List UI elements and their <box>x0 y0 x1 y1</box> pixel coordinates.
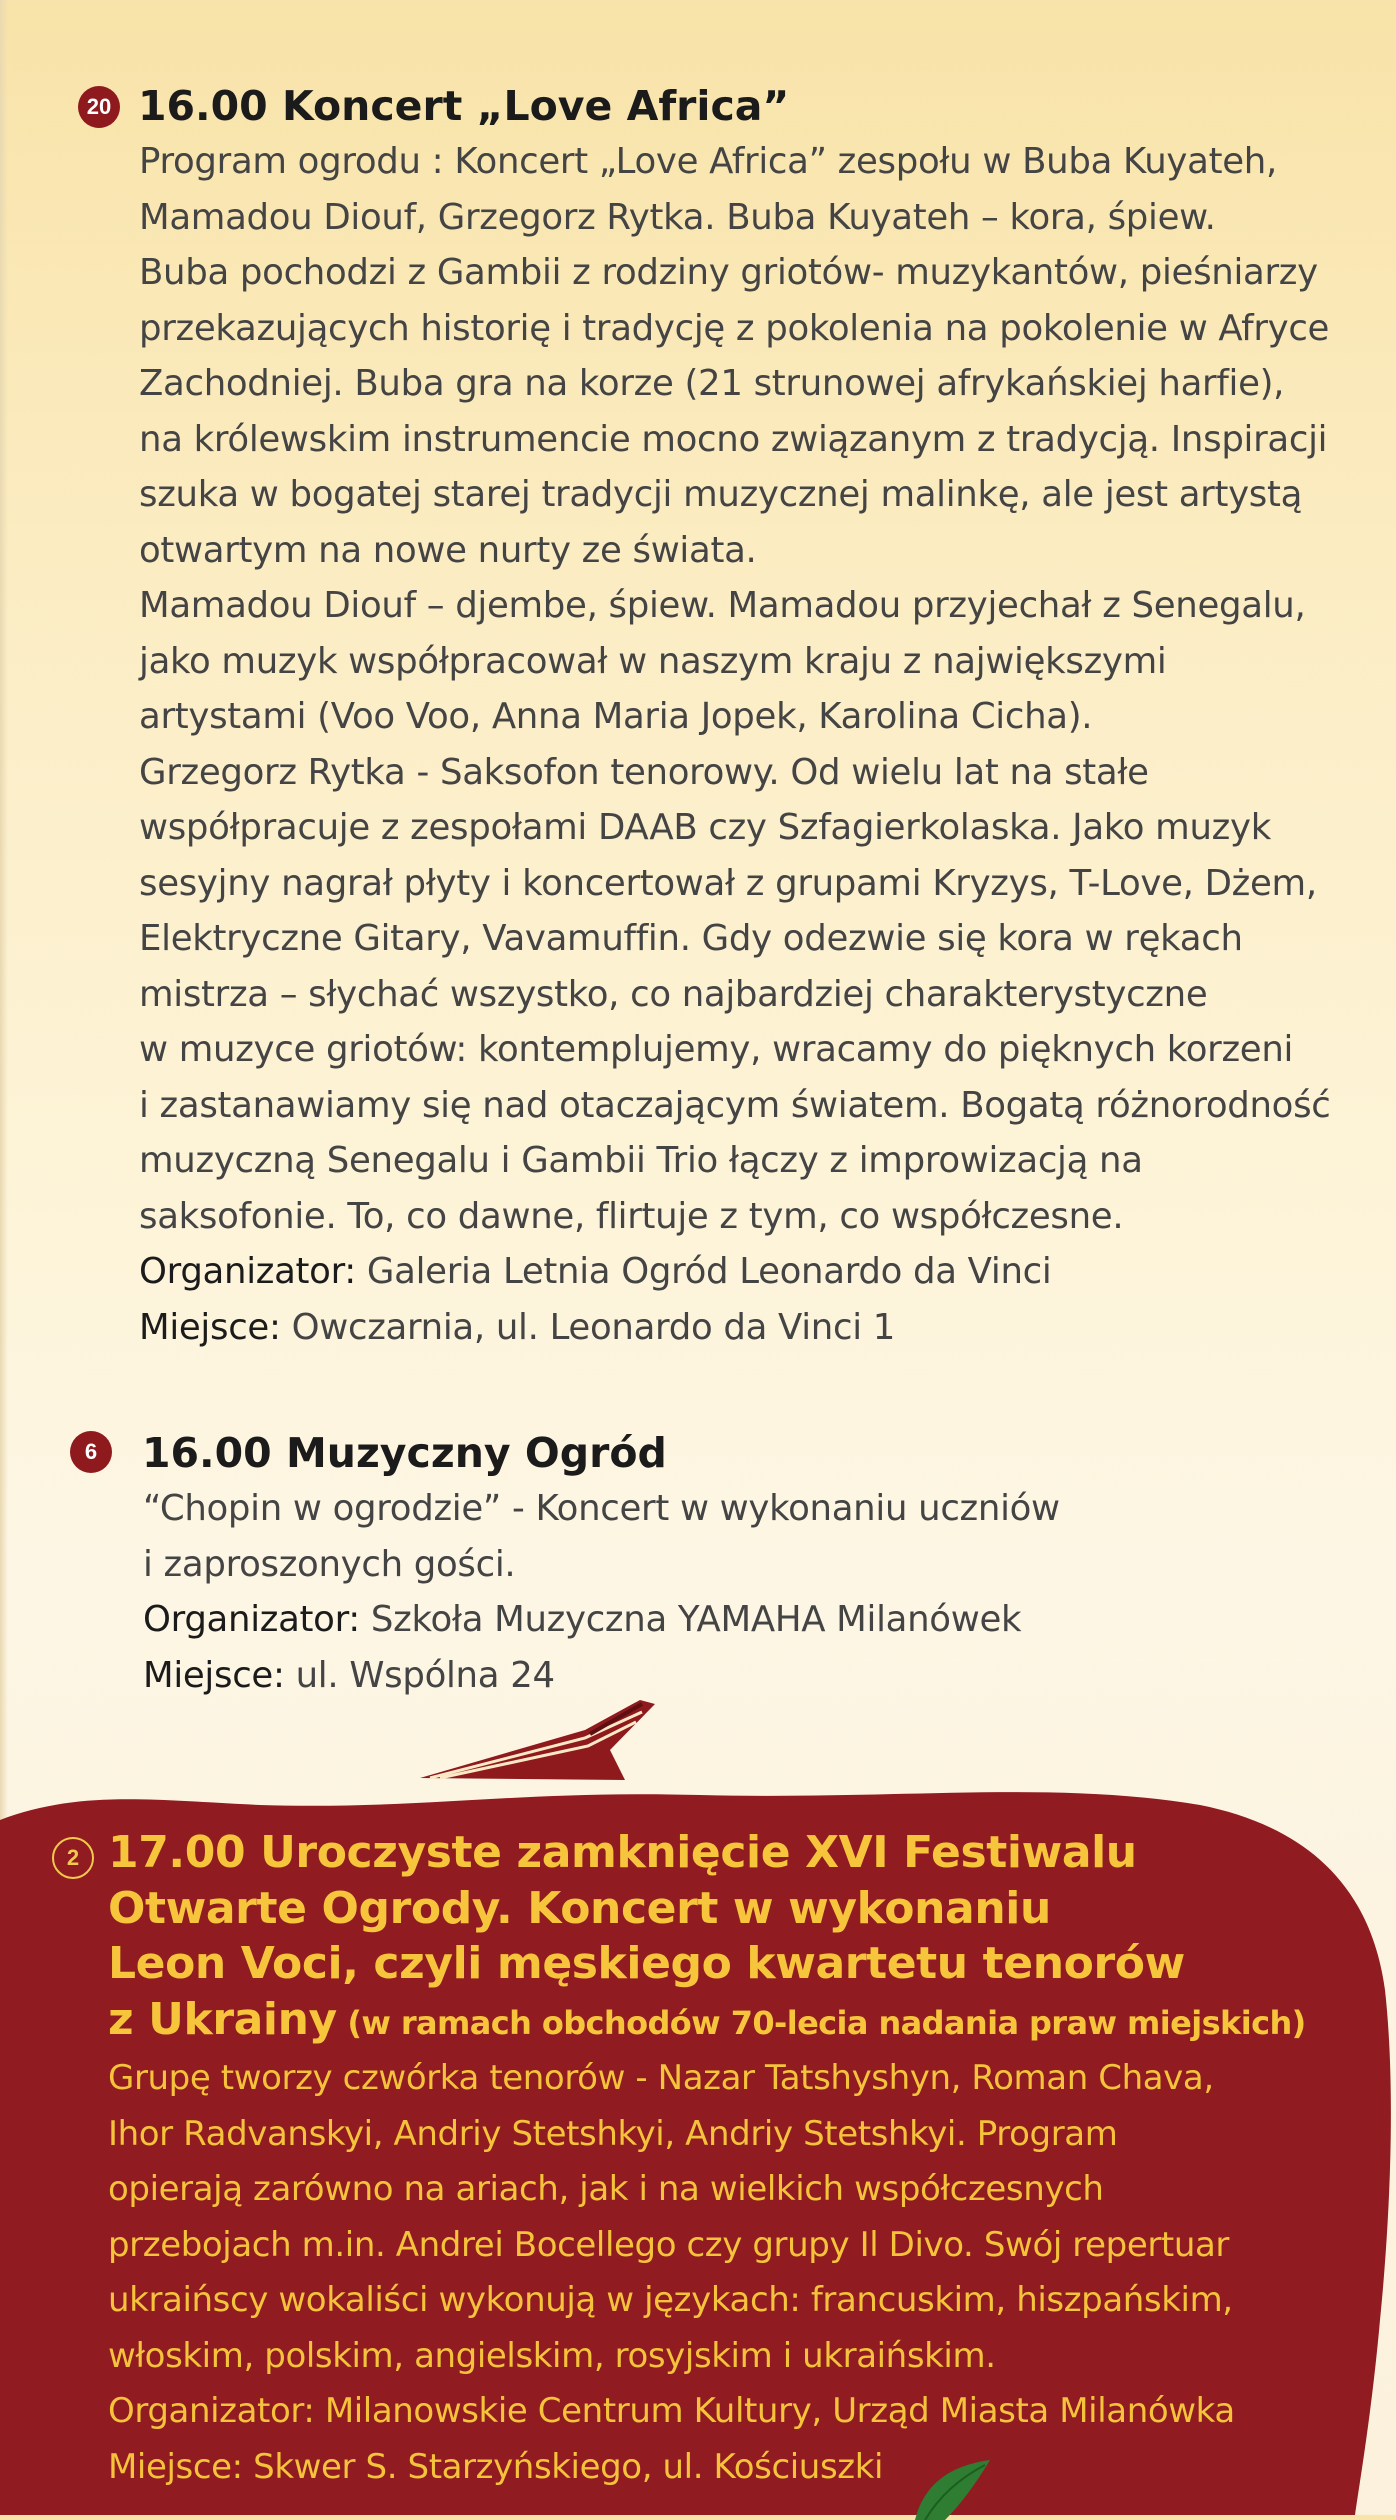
title-line: Otwarte Ogrody. Koncert w wykonaniu <box>108 1882 1051 1934</box>
description-line: jako muzyk współpracował w naszym kraju z największymi <box>139 640 1167 682</box>
organizer-line <box>139 1244 1368 1300</box>
description-line: otwartym na nowe nurty ze świata. <box>139 529 757 571</box>
organizer-value: Galeria Letnia Ogród Leonardo da Vinci <box>355 1251 1052 1292</box>
description-line: opierają zarówno na ariach, jak i na wielkich współczesnych <box>108 2169 1104 2209</box>
description-line: ukraińscy wokaliści wykonują w językach: francuskim, hiszpańskim, <box>108 2280 1233 2320</box>
description-line: i zaproszonych gości. <box>143 1543 516 1585</box>
description-line: przebojach m.in. Andrei Bocellego czy grupy Il Divo. Swój repertuar <box>108 2224 1230 2265</box>
place-label: Miejsce: <box>139 1306 281 1348</box>
description-line: mistrza – słychać wszystko, co najbardziej charakterystyczne <box>139 973 1208 1015</box>
event-description <box>143 1481 1360 1703</box>
place-line: Miejsce: Skwer S. Starzyńskiego, ul. Kościuszki <box>108 2446 884 2487</box>
leaf-icon <box>905 2460 995 2520</box>
description-line: Ihor Radvanskyi, Andriy Stetshkyi, Andriy Stetshkyi. Program <box>108 2113 1118 2154</box>
title-line <box>108 1992 1396 2052</box>
event-description <box>108 2051 1396 2495</box>
event-number-badge: 6 <box>70 1431 112 1473</box>
title-last: z Ukrainy <box>108 1993 337 2045</box>
organizer-line <box>143 1592 1360 1648</box>
description-line: Program ogrodu : Koncert „Love Africa” zespołu w Buba Kuyateh, <box>139 141 1277 182</box>
title-line: Leon Voci, czyli męskiego kwartetu tenorów <box>108 1938 1185 1989</box>
description-line: Grupę tworzy czwórka tenorów - Nazar Tatshyshyn, Roman Chava, <box>108 2058 1214 2098</box>
description-line: Zachodniej. Buba gra na korze (21 strunowej afrykańskiej harfie), <box>139 363 1285 404</box>
description-line: w muzyce griotów: kontemplujemy, wracamy do pięknych korzeni <box>139 1029 1294 1070</box>
place-line <box>139 1300 1368 1356</box>
event-title: 16.00 Muzyczny Ogród <box>142 1429 667 1477</box>
description-line: muzyczną Senegalu i Gambii Trio łączy z improwizacją na <box>139 1140 1143 1181</box>
organizer-value: Szkoła Muzyczna YAMAHA Milanówek <box>359 1599 1022 1640</box>
description-line: saksofonie. To, co dawne, flirtuje z tym, co współczesne. <box>139 1195 1124 1237</box>
description-line: Elektryczne Gitary, Vavamuffin. Gdy odezwie się kora w rękach <box>139 918 1243 959</box>
description-line: szuka w bogatej starej tradycji muzycznej malinkę, ale jest artystą <box>139 474 1303 515</box>
event-festival-closing <box>0 1825 1396 2495</box>
event-title: 16.00 Koncert „Love Africa” <box>138 82 790 130</box>
organizer-label: Organizator: <box>143 1599 360 1640</box>
description-line: włoskim, polskim, angielskim, rosyjskim i ukraińskim. <box>108 2335 996 2376</box>
description-line: sesyjny nagrał płyty i koncertował z grupami Kryzys, T-Love, Dżem, <box>139 862 1317 904</box>
place-value: Owczarnia, ul. Leonardo da Vinci 1 <box>280 1306 896 1348</box>
description-line: i zastanawiamy się nad otaczającym światem. Bogatą różnorodność <box>139 1084 1331 1126</box>
place-label: Miejsce: <box>143 1654 285 1696</box>
event-number-badge: 20 <box>78 86 120 128</box>
title-subtitle: (w ramach obchodów 70-lecia nadania praw miejskich) <box>336 2003 1306 2042</box>
event-love-africa <box>78 78 1368 1355</box>
organizer-label: Organizator: <box>139 1251 356 1292</box>
event-muzyczny-ogrod <box>70 1425 1360 1703</box>
description-line: współpracuje z zespołami DAAB czy Szfagierkolaska. Jako muzyk <box>139 807 1271 848</box>
description-line: Mamadou Diouf, Grzegorz Rytka. Buba Kuyateh – kora, śpiew. <box>139 196 1216 238</box>
description-line: artystami (Voo Voo, Anna Maria Jopek, Karolina Cicha). <box>139 696 1093 737</box>
event-number-badge: 2 <box>52 1837 94 1879</box>
description-line: na królewskim instrumencie mocno związanym z tradycją. Inspiracji <box>139 418 1328 460</box>
description-line: Grzegorz Rytka - Saksofon tenorowy. Od wielu lat na stałe <box>139 751 1149 793</box>
organizer-line: Organizator: Milanowskie Centrum Kultury, Urząd Miasta Milanówka <box>108 2391 1235 2431</box>
description-line: przekazujących historię i tradycję z pokolenia na pokolenie w Afryce <box>139 307 1330 349</box>
description-line: Mamadou Diouf – djembe, śpiew. Mamadou przyjechał z Senegalu, <box>139 585 1306 626</box>
description-line: Buba pochodzi z Gambii z rodziny griotów- muzykantów, pieśniarzy <box>139 252 1318 293</box>
event-description <box>139 134 1368 1355</box>
place-line <box>143 1648 1360 1704</box>
description-line: “Chopin w ogrodzie” - Koncert w wykonaniu uczniów <box>143 1488 1060 1529</box>
place-value: ul. Wspólna 24 <box>284 1654 555 1696</box>
event-title <box>108 1825 1396 2051</box>
title-line: 17.00 Uroczyste zamknięcie XVI Festiwalu <box>108 1827 1137 1878</box>
